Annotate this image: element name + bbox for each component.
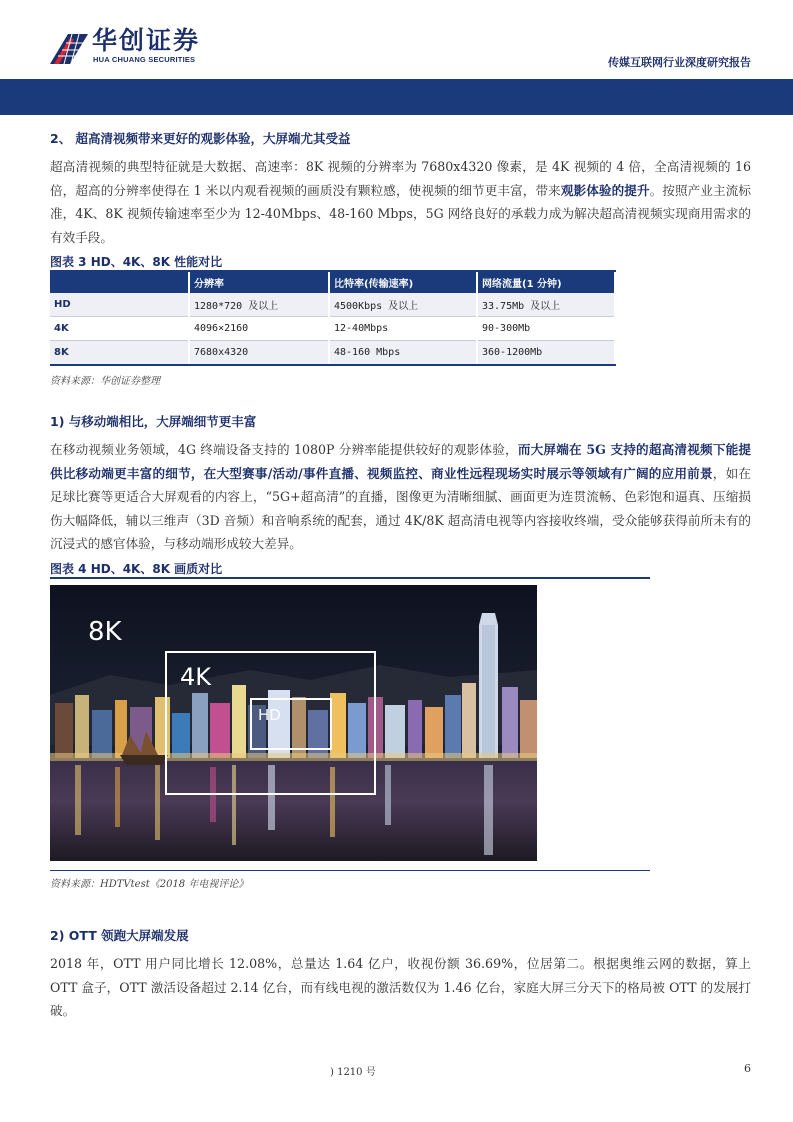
figure-4-rule: [50, 577, 650, 579]
subsection-paragraph: 2018 年，OTT 用户同比增长 12.08%，总量达 1.64 亿户，收视份额 36.69%，位居第二。根据奥维云网的数据，算上 OTT 盒子，OTT 激活设备超过 2.14 亿台，而有线电视的激活数仅为 1.46 亿台，家庭大屏三分天下的格局被 OTT 的发展打破。: [50, 956, 751, 1018]
city-night-photo: [50, 585, 537, 861]
paragraph-text: 。按照产业主流标准，4K、8K 视频传输速率至少为 12-40Mbps、48-160 Mbps，5G 网络良好的承载力成为解决超高清视频实现商用需求的有效手段。: [50, 182, 751, 245]
figure-4-title: 图表 4 HD、4K、8K 画质对比: [50, 562, 223, 576]
table-header-row: [50, 272, 615, 293]
figure-4-bottom-rule: [50, 870, 650, 871]
footer-note: ) 1210 号: [330, 1067, 376, 1078]
paragraph-emphasis: 而大屏端在 5G 支持的超高清视频下能提供比移动端更丰富的细节，在大型赛事/活动/事件直播、视频监控、商业性远程现场实时展示等领域有广阔的应用前景: [50, 442, 751, 481]
header-band: [0, 79, 793, 115]
label-hd: HD: [258, 706, 281, 724]
label-4k: 4K: [180, 663, 212, 691]
table-cell: 4K: [50, 317, 189, 341]
table-header-cell: 网络流量(1 分钟): [477, 272, 615, 293]
table-cell: 48-160 Mbps: [329, 341, 477, 366]
table-header-cell: 比特率(传输速率): [329, 272, 477, 293]
logo-chinese-name: 华创证券: [92, 26, 201, 55]
table-cell: 1280*720 及以上: [189, 293, 329, 317]
table-row: [50, 341, 615, 366]
resolution-comparison-image: [50, 585, 537, 861]
figure-4-source: 资料来源：HDTVtest《2018 年电视评论》: [50, 879, 249, 890]
figure-3-title: 图表 3 HD、4K、8K 性能对比: [50, 255, 223, 269]
table-cell: 8K: [50, 341, 189, 366]
table-header-cell: [50, 272, 189, 293]
logo-english-name: HUA CHUANG SECURITIES: [93, 55, 196, 64]
table-row: [50, 317, 615, 341]
subsection-heading: 2) OTT 领跑大屏端发展: [50, 928, 189, 943]
table-cell: 7680x4320: [189, 341, 329, 366]
section-heading: 2、 超高清视频带来更好的观影体验，大屏端尤其受益: [50, 131, 351, 146]
paragraph-emphasis: 观影体验的提升: [560, 182, 650, 198]
table-cell: 4500Kbps 及以上: [329, 293, 477, 317]
subsection-paragraph: [50, 438, 751, 556]
label-8k: 8K: [88, 617, 122, 647]
paragraph-text: 超高清视频的典型特征就是大数据、高速率：8K 视频的分辨率为 7680x4320 像素，是 4K 视频的 4 倍，全高清视频的 16 倍，超高的分辨率使得在 1 米以内观看视频的画质没有颗粒感，使视频的细节更丰富，带来: [50, 159, 751, 198]
company-logo-icon: [50, 26, 88, 64]
figure-3-source: 资料来源：华创证券整理: [50, 376, 160, 387]
paragraph-text: ，如在足球比赛等更适合大屏观看的内容上，“5G+超高清”的直播，图像更为清晰细腻、画面更为连贯流畅、色彩饱和逼真、压缩损伤大幅降低，辅以三维声（3D 音频）和音响系统的配套，通过 4K/8K 超高清电视等内容接收终端，受众能够获得前所未有的沉浸式的感官体验，与移动端形成较大差异。: [50, 465, 752, 551]
table-cell: HD: [50, 293, 189, 317]
page-number: 6: [744, 1062, 751, 1075]
performance-table: [50, 272, 616, 366]
section-paragraph: [50, 155, 751, 249]
table-cell: 90-300Mb: [477, 317, 615, 341]
table-header-cell: 分辨率: [189, 272, 329, 293]
subsection-heading: 1) 与移动端相比，大屏端细节更丰富: [50, 414, 257, 429]
table-cell: 4096×2160: [189, 317, 329, 341]
table-cell: 33.75Mb 及以上: [477, 293, 615, 317]
report-title: 传媒互联网行业深度研究报告: [608, 56, 751, 69]
paragraph-text: 在移动视频业务领域，4G 终端设备支持的 1080P 分辨率能提供较好的观影体验，: [50, 442, 518, 457]
table-cell: 12-40Mbps: [329, 317, 477, 341]
table-row: [50, 293, 615, 317]
table-cell: 360-1200Mb: [477, 341, 615, 366]
